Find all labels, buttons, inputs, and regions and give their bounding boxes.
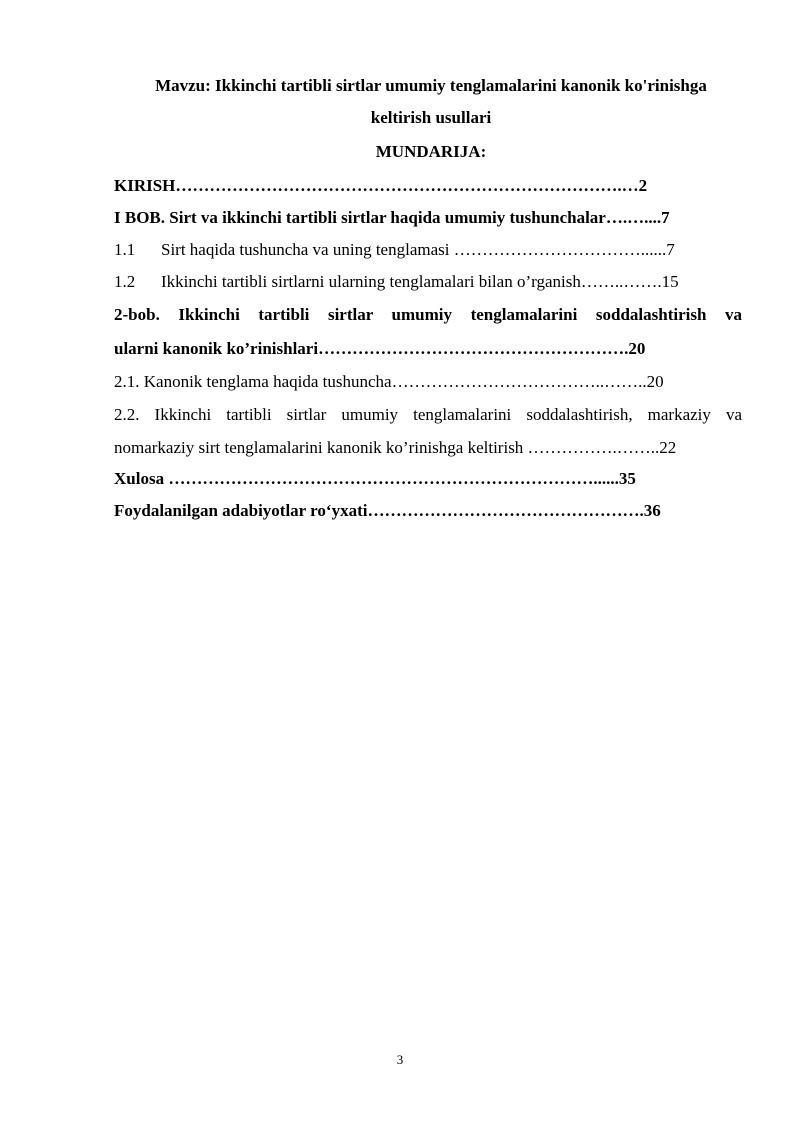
toc-entry-1-1 (114, 240, 742, 260)
toc-entry-chapter-1: I BOB. Sirt va ikkinchi tartibli sirtlar haqida umumiy tushunchalar….…....7 (114, 208, 670, 227)
toc-entry-xulosa: Xulosa …………………………………………………………………......35 (114, 469, 636, 488)
toc-entry-chapter-2-line-2: ularni kanonik ko’rinishlari……………………………………………….20 (114, 339, 646, 358)
toc-heading: MUNDARIJA: (375, 142, 487, 161)
document-title-line-1: Mavzu: Ikkinchi tartibli sirtlar umumiy tenglamalarini kanonik ko'rinishga (155, 76, 707, 95)
document-title-line-2: keltirish usullari (370, 108, 492, 127)
toc-entry-1-1-number: 1.1 (114, 240, 136, 259)
toc-entry-1-2-text: Ikkinchi tartibli sirtlarni ularning tenglamalari bilan o’rganish……..…….15 (161, 272, 679, 291)
page-number: 3 (396, 1052, 404, 1067)
toc-entry-1-2-number: 1.2 (114, 272, 136, 291)
toc-entry-1-2 (114, 272, 742, 292)
toc-entry-2-2-line-2: nomarkaziy sirt tenglamalarini kanonik ko’rinishga keltirish …………….……..22 (114, 438, 677, 457)
toc-entry-1-1-text: Sirt haqida tushuncha va uning tenglamasi ……………………………......7 (161, 240, 675, 259)
toc-entry-adabiyotlar: Foydalanilgan adabiyotlar ro‘yxati………………………………………….36 (114, 501, 661, 520)
toc-entry-chapter-2-line-1: 2-bob. Ikkinchi tartibli sirtlar umumiy tenglamalarini soddalashtirish va (114, 305, 742, 324)
toc-entry-2-2-line-1: 2.2. Ikkinchi tartibli sirtlar umumiy tenglamalarini soddalashtirish, markaziy va (114, 405, 742, 424)
toc-entry-2-1: 2.1. Kanonik tenglama haqida tushuncha………………………………..……..20 (114, 372, 664, 391)
toc-entry-kirish: KIRISH…………………………………………………………………….…2 (114, 176, 648, 195)
